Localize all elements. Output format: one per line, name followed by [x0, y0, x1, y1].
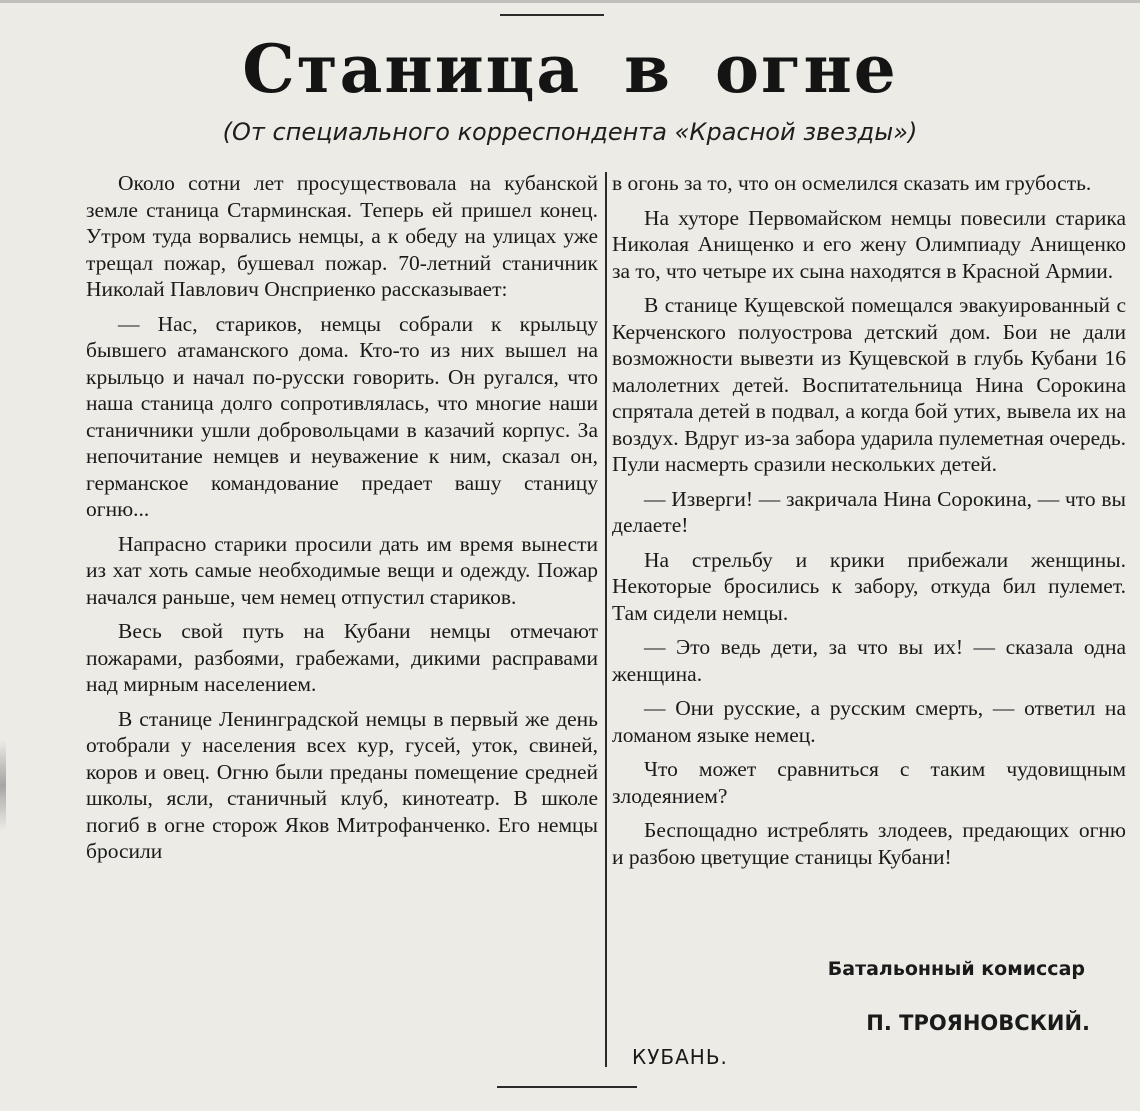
paragraph: На стрельбу и крики прибежали женщины. Некоторые бросились к забору, откуда бил пулемет. Там сидели немцы.	[612, 547, 1126, 625]
paragraph: В станице Ленинградской немцы в первый же день отобрали у населения всех кур, гусей, уток, свиней, коров и овец. Огню были преданы помещение средней школы, ясли, станичный клуб, кинотеатр. В школе погиб в огне сторож Яков Митрофанченко. Его немцы бросили	[86, 706, 598, 863]
paragraph: В станице Кущевской помещался эвакуированный с Керченского полуострова детский дом. Бои не дали возможности вывезти из Кущевской в глубь Кубани 16 малолетних детей. Воспитательница Нина Сорокина спрятала детей в подвал, а когда бой утих, вывела их на воздух. Вдруг из-за забора ударила пулеметная очередь. Пули насмерть сразили нескольких детей.	[612, 293, 1126, 476]
article-headline: Станица в огне	[242, 30, 898, 108]
signature-title: Батальонный комиссар	[827, 958, 1085, 980]
signature-name: П. ТРОЯНОВСКИЙ.	[866, 1011, 1090, 1035]
paragraph: Весь свой путь на Кубани немцы отмечают пожарами, разбоями, грабежами, дикими расправами над мирным населением.	[86, 619, 598, 696]
paragraph: — Это ведь дети, за что вы их! — сказала одна женщина.	[612, 635, 1126, 686]
article-left-column	[86, 170, 598, 1070]
paragraph: — Нас, стариков, немцы собрали к крыльцу бывшего атаманского дома. Кто-то из них вышел на крыльцо и начал по-русски говорить. Он ругался, что наша станица долго сопротивлялась, что многие наши станичники ушли добровольцами в казачий корпус. За непочитание немцев и неуважение к ним, сказал он, германское командование предает вашу станицу огню...	[86, 311, 598, 521]
paragraph: На хуторе Первомайском немцы повесили старика Николая Анищенко и его жену Олимпиаду Анищенко за то, что четыре их сына находятся в Красной Армии.	[612, 205, 1126, 283]
paragraph: — Изверги! — закричала Нина Сорокина, — что вы делаете!	[612, 486, 1126, 537]
paragraph: Что может сравниться с таким чудовищным злодеянием?	[612, 757, 1126, 808]
scan-smudge	[0, 740, 6, 830]
article-right-column	[612, 170, 1126, 1070]
paragraph: Беспощадно истреблять злодеев, предающих огню и разбою цветущие станицы Кубани!	[612, 818, 1126, 869]
paragraph: Напрасно старики просили дать им время вынести из хат хоть самые необходимые вещи и одежду. Пожар начался раньше, чем немец отпустил стариков.	[86, 531, 598, 609]
paragraph: Около сотни лет просуществовала на кубанской земле станица Старминская. Теперь ей пришел конец. Утром туда ворвались немцы, а к обеду на улицах уже трещал пожар, бушевал пожар. 70-летний станичник Николай Павлович Онсприенко рассказывает:	[86, 171, 598, 301]
top-divider-rule	[500, 14, 604, 16]
paragraph: в огонь за то, что он осмелился сказать им грубость.	[612, 171, 1092, 195]
page-top-edge	[0, 0, 1140, 9]
bottom-divider-rule	[497, 1086, 637, 1088]
column-divider	[605, 172, 607, 1067]
article-subheadline: (От специального корреспондента «Красной звезды»)	[222, 118, 918, 146]
dateline: КУБАНЬ.	[632, 1045, 728, 1069]
paragraph: — Они русские, а русским смерть, — ответил на ломаном языке немец.	[612, 696, 1126, 747]
